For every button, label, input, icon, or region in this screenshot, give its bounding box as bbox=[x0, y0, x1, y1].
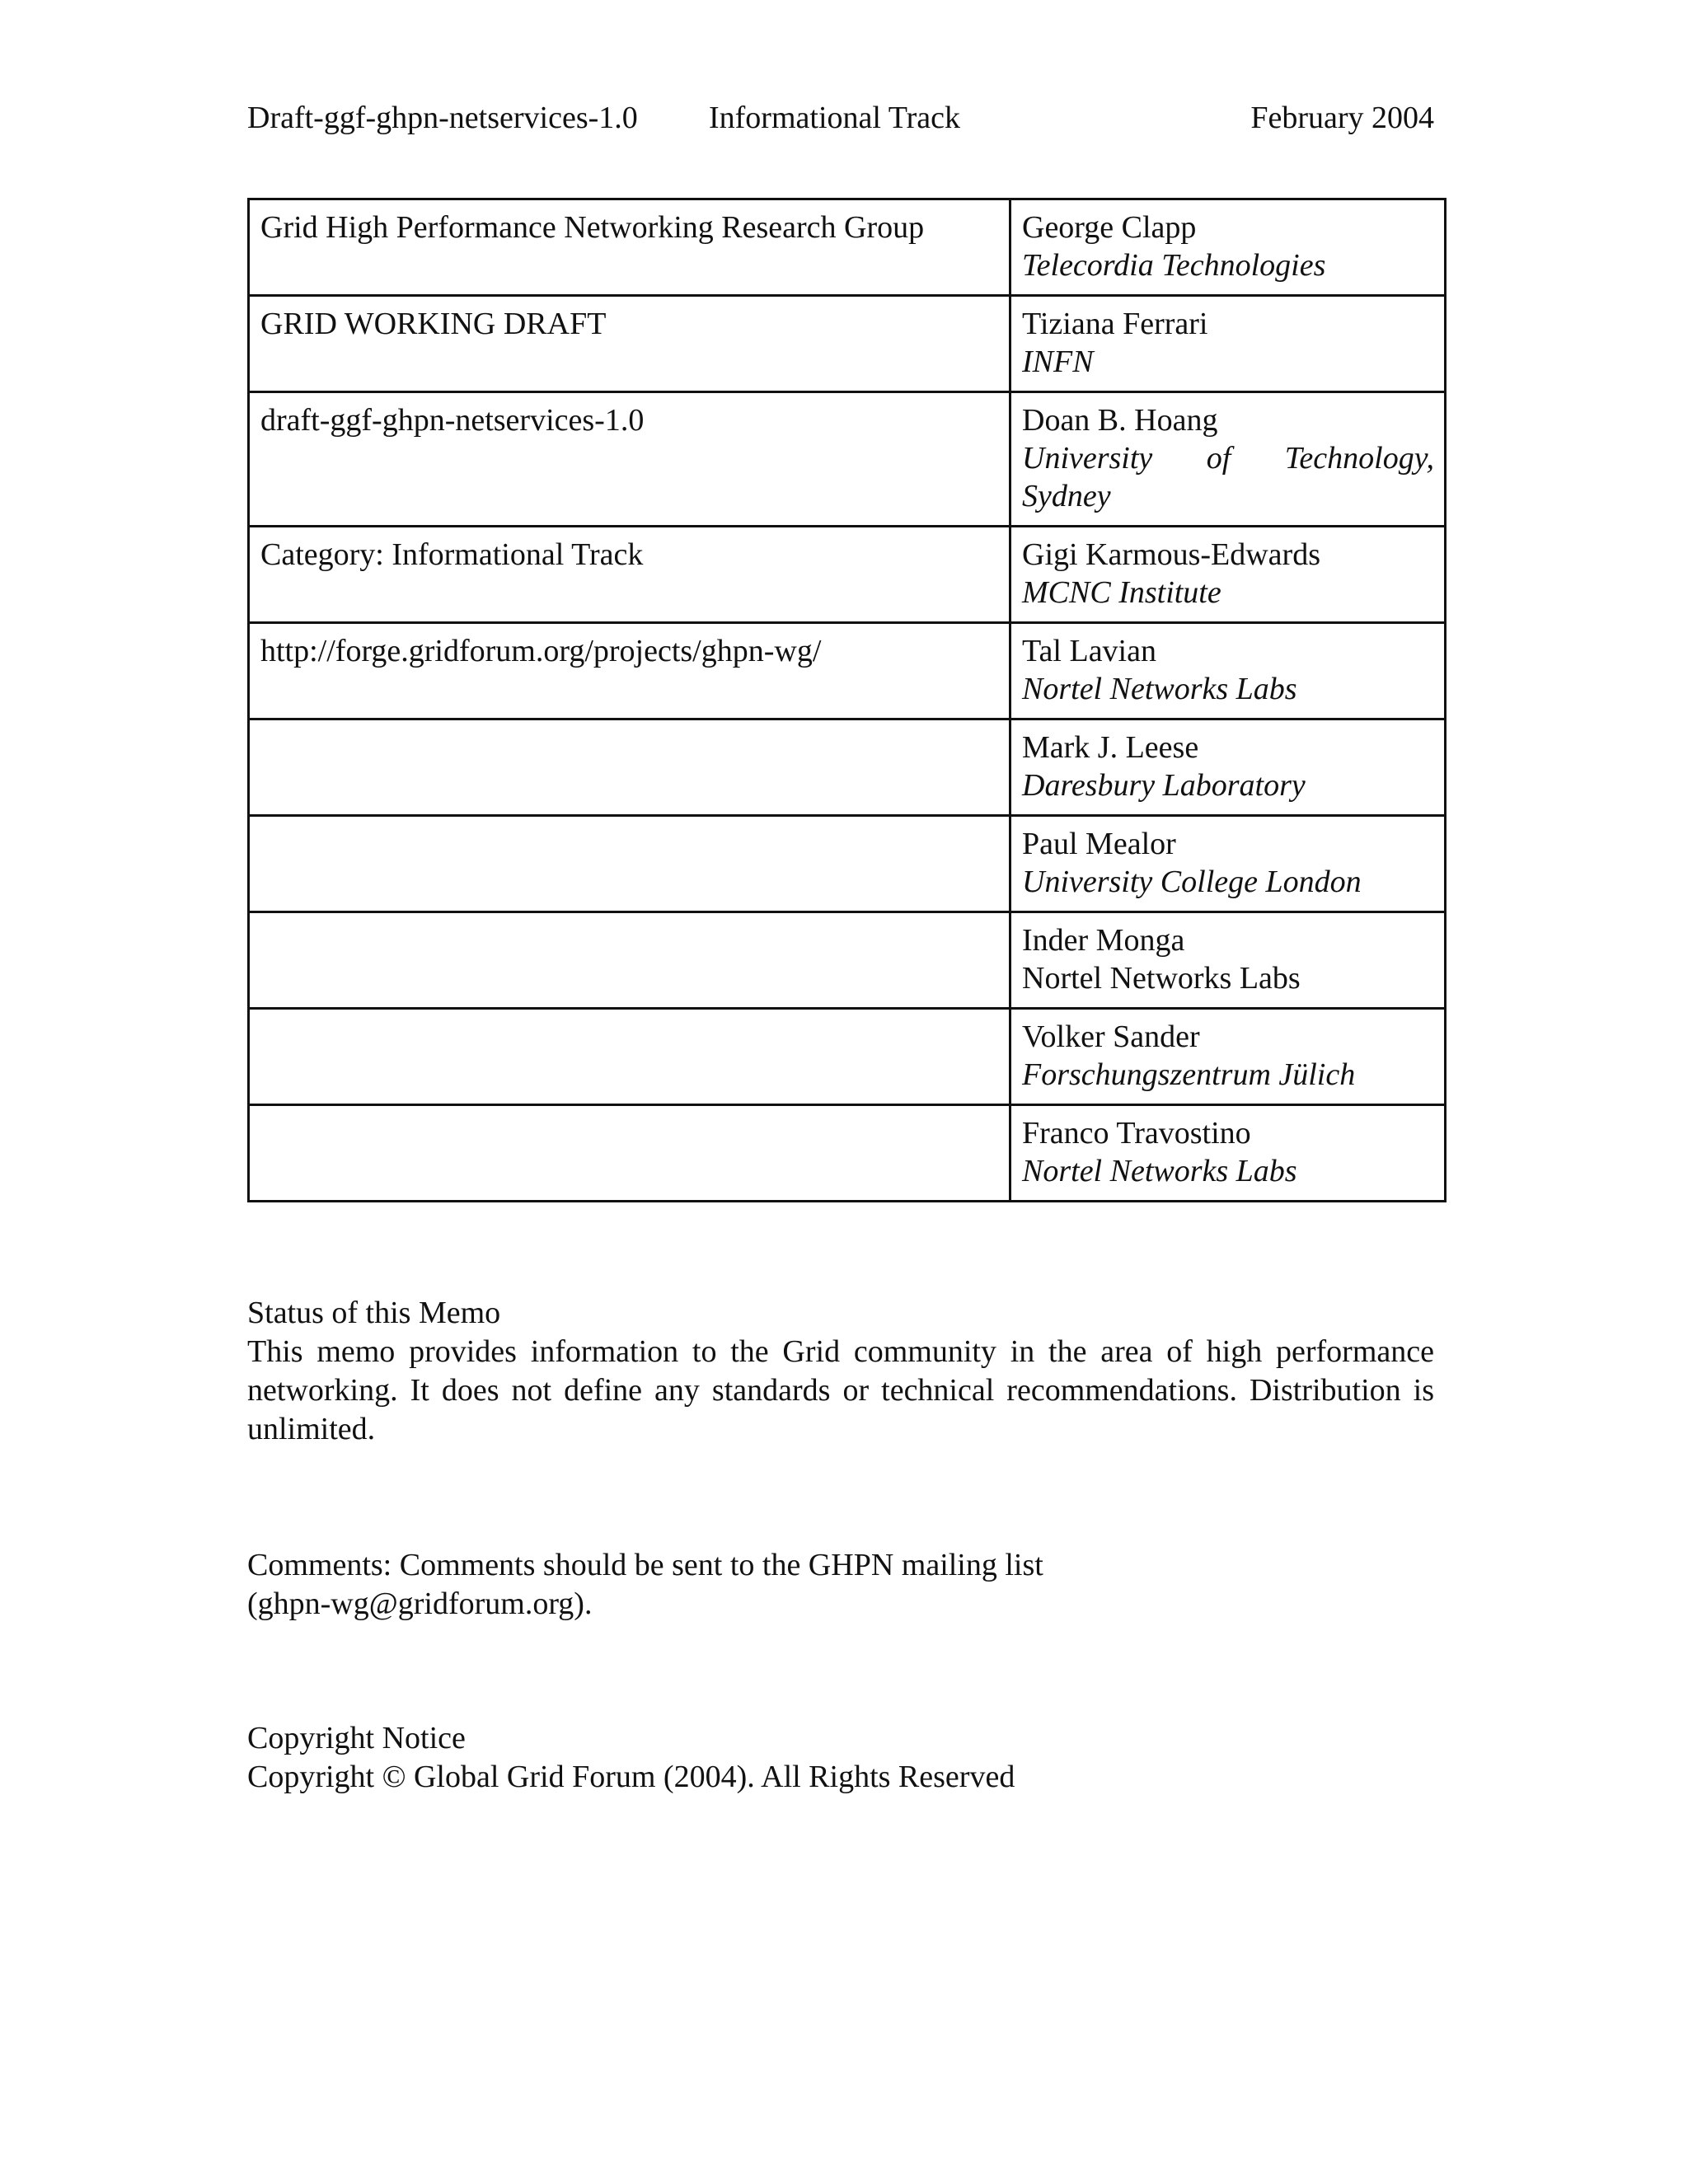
project-url-cell: http://forge.gridforum.org/projects/ghpn-wg/ bbox=[249, 623, 1010, 719]
author-name: Tal Lavian bbox=[1022, 634, 1156, 668]
author-affiliation: Forschungszentrum Jülich bbox=[1022, 1057, 1356, 1092]
author-cell bbox=[1010, 912, 1446, 1009]
author-affiliation: University College London bbox=[1022, 865, 1362, 899]
author-cell bbox=[1010, 296, 1446, 392]
title-block-row bbox=[249, 296, 1446, 392]
draft-type-cell: GRID WORKING DRAFT bbox=[249, 296, 1010, 392]
copyright-section bbox=[247, 1719, 1434, 1797]
working-group-cell: Grid High Performance Networking Research Group bbox=[249, 199, 1010, 296]
header-date: February 2004 bbox=[1250, 101, 1434, 135]
author-affiliation: Nortel Networks Labs bbox=[1022, 961, 1301, 996]
title-block-row bbox=[249, 527, 1446, 623]
header-doc-id: Draft-ggf-ghpn-netservices-1.0 bbox=[247, 101, 638, 135]
author-cell bbox=[1010, 816, 1446, 912]
title-block-row bbox=[249, 912, 1446, 1009]
author-affiliation: Daresbury Laboratory bbox=[1022, 768, 1306, 803]
comments-email: (ghpn-wg@gridforum.org). bbox=[247, 1586, 593, 1621]
copyright-text: Copyright © Global Grid Forum (2004). All Rights Reserved bbox=[247, 1760, 1015, 1794]
author-name: Doan B. Hoang bbox=[1022, 403, 1218, 438]
author-cell bbox=[1010, 1009, 1446, 1105]
empty-cell bbox=[249, 1009, 1010, 1105]
author-name: Paul Mealor bbox=[1022, 827, 1176, 861]
author-cell bbox=[1010, 527, 1446, 623]
header-track: Informational Track bbox=[709, 101, 961, 135]
author-cell bbox=[1010, 719, 1446, 816]
author-name: Inder Monga bbox=[1022, 923, 1185, 958]
title-block-row bbox=[249, 719, 1446, 816]
author-affiliation: University of Technology, Sydney bbox=[1022, 441, 1434, 513]
title-block-row bbox=[249, 623, 1446, 719]
title-block-row bbox=[249, 816, 1446, 912]
empty-cell bbox=[249, 1105, 1010, 1202]
author-cell bbox=[1010, 392, 1446, 527]
title-block-row bbox=[249, 392, 1446, 527]
empty-cell bbox=[249, 816, 1010, 912]
status-section bbox=[247, 1294, 1434, 1449]
status-heading: Status of this Memo bbox=[247, 1296, 501, 1330]
empty-cell bbox=[249, 719, 1010, 816]
author-affiliation: Nortel Networks Labs bbox=[1022, 672, 1297, 706]
title-block-row bbox=[249, 1009, 1446, 1105]
comments-text: Comments: Comments should be sent to the GHPN mailing list bbox=[247, 1548, 1043, 1582]
author-name: Franco Travostino bbox=[1022, 1116, 1251, 1151]
copyright-heading: Copyright Notice bbox=[247, 1721, 466, 1755]
author-cell bbox=[1010, 1105, 1446, 1202]
author-name: George Clapp bbox=[1022, 210, 1197, 245]
title-block-table bbox=[247, 198, 1447, 1202]
author-name: Volker Sander bbox=[1022, 1019, 1200, 1054]
author-cell bbox=[1010, 199, 1446, 296]
author-affiliation: Telecordia Technologies bbox=[1022, 248, 1326, 283]
author-name: Gigi Karmous-Edwards bbox=[1022, 537, 1320, 572]
author-name: Tiziana Ferrari bbox=[1022, 307, 1208, 341]
author-affiliation: Nortel Networks Labs bbox=[1022, 1154, 1297, 1188]
title-block-row bbox=[249, 199, 1446, 296]
comments-section bbox=[247, 1546, 1434, 1624]
author-name: Mark J. Leese bbox=[1022, 730, 1199, 765]
author-affiliation: INFN bbox=[1022, 344, 1094, 379]
draft-name-cell: draft-ggf-ghpn-netservices-1.0 bbox=[249, 392, 1010, 527]
status-paragraph: This memo provides information to the Grid community in the area of high performance networking. It does not define any standards or technical recommendations. Distribution is unlimited. bbox=[247, 1334, 1434, 1446]
empty-cell bbox=[249, 912, 1010, 1009]
running-header bbox=[247, 97, 1434, 138]
title-block-row bbox=[249, 1105, 1446, 1202]
category-cell: Category: Informational Track bbox=[249, 527, 1010, 623]
author-affiliation: MCNC Institute bbox=[1022, 575, 1221, 610]
author-cell bbox=[1010, 623, 1446, 719]
